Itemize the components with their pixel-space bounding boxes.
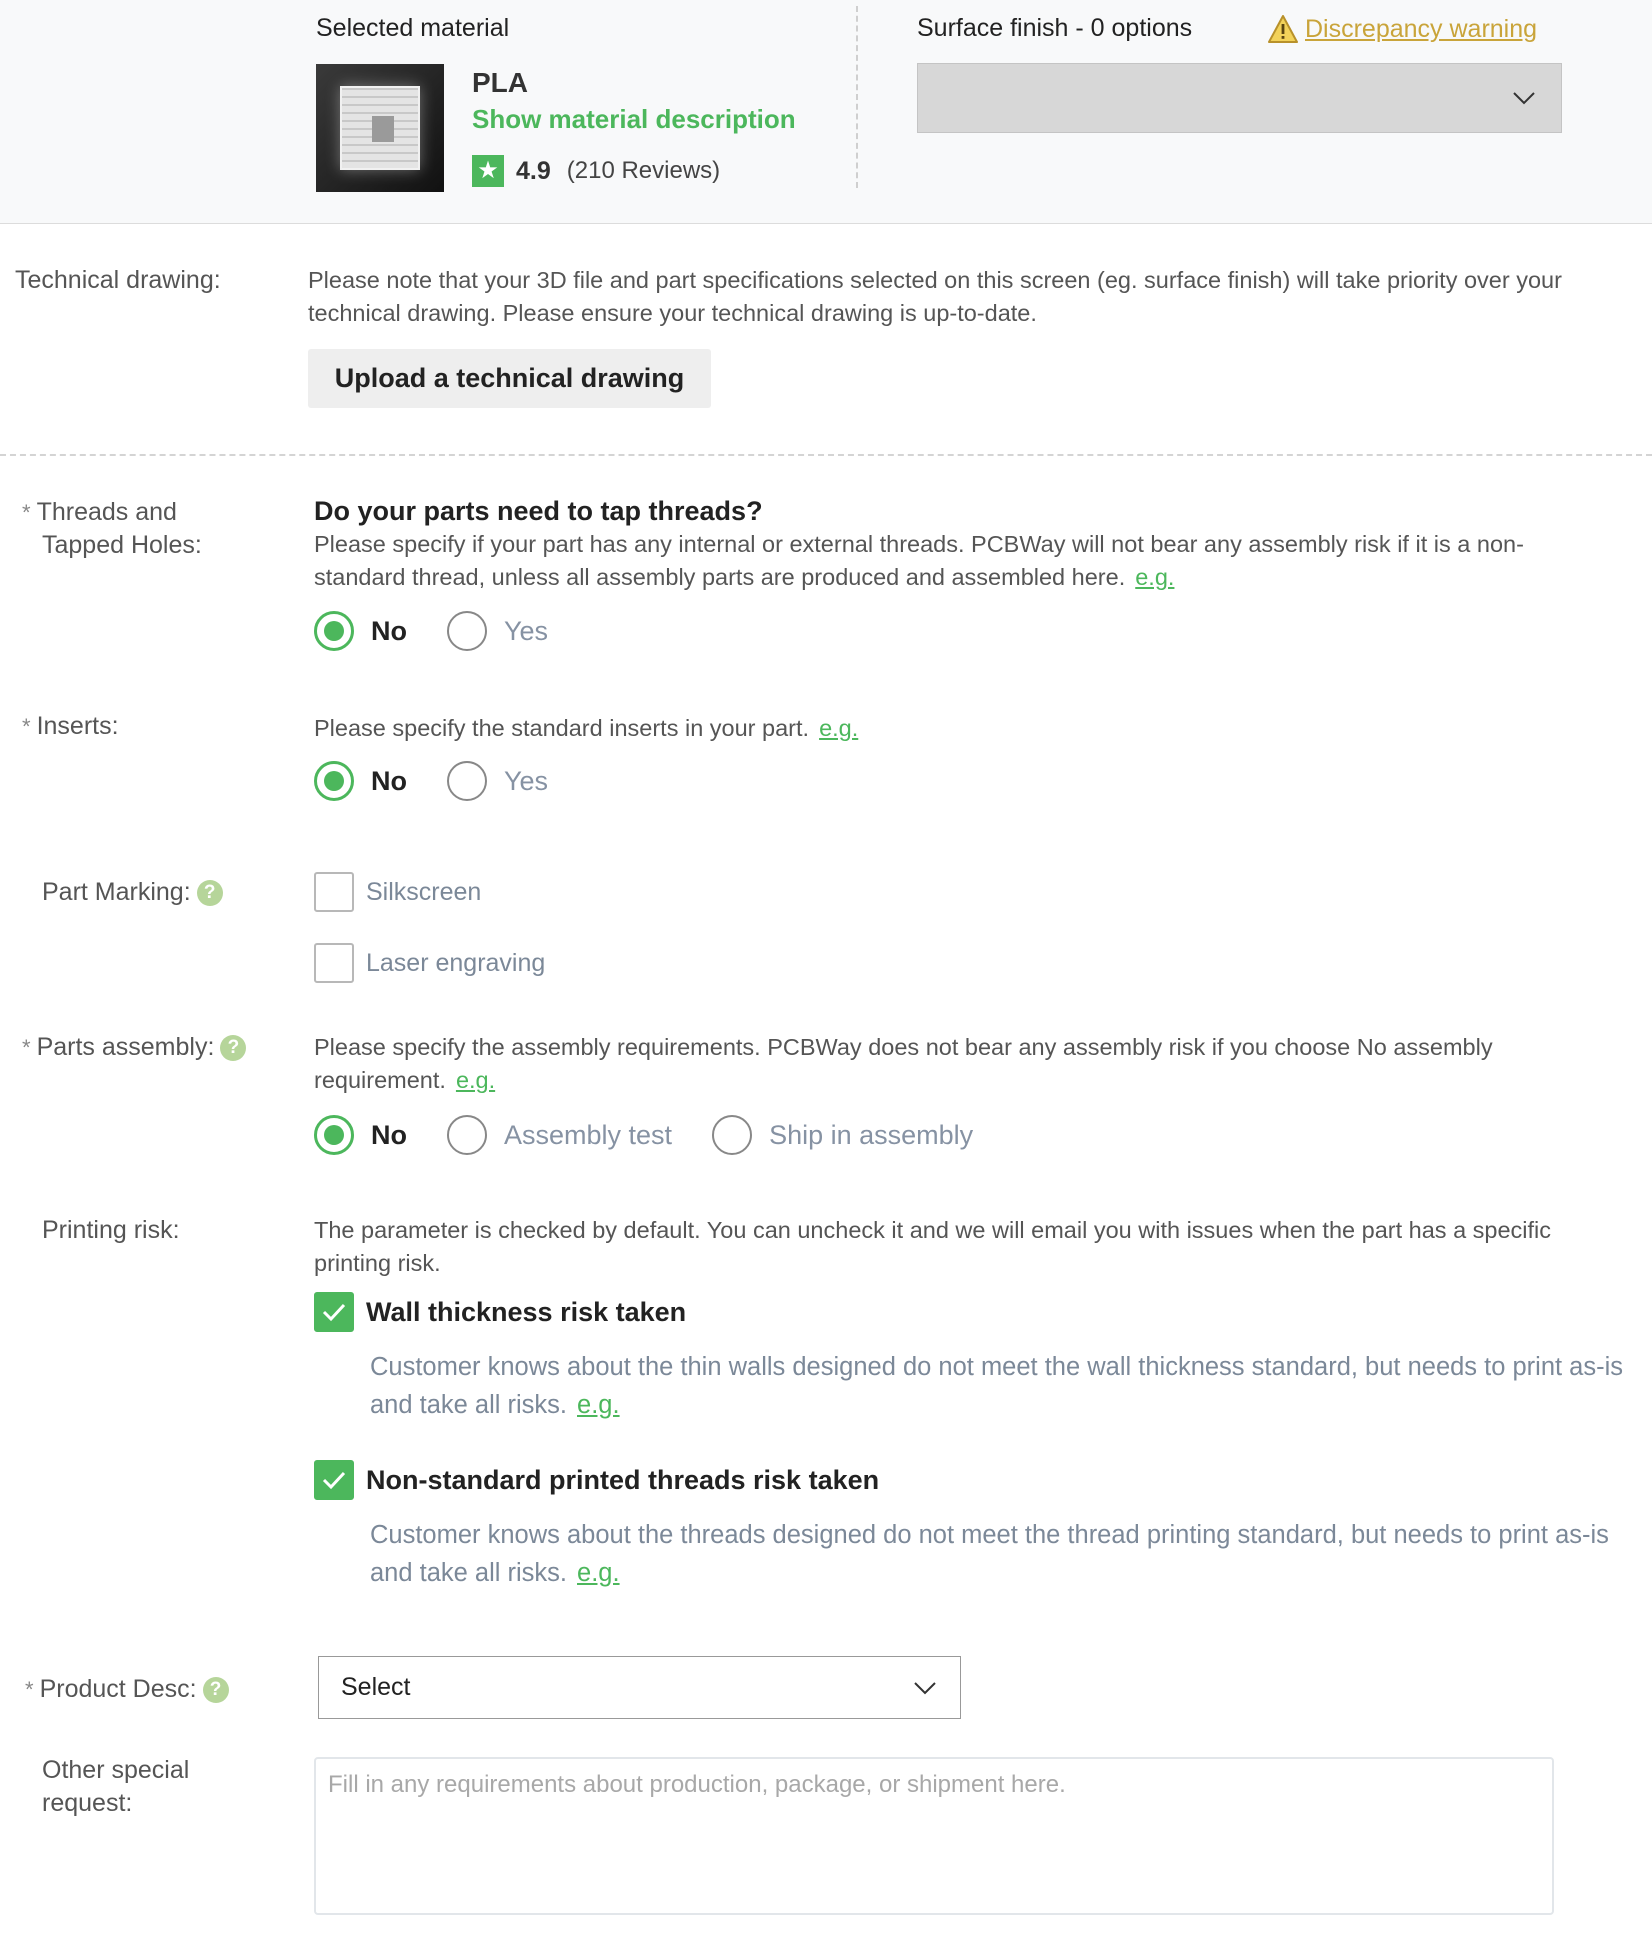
product-desc-label: * Product Desc: ? [25, 1673, 229, 1706]
wall-thickness-example-link[interactable]: e.g. [577, 1391, 620, 1419]
required-asterisk: * [22, 500, 31, 525]
threads-no-radio[interactable]: No [314, 611, 407, 651]
printing-risk-label: Printing risk: [42, 1216, 180, 1244]
threads-question: Do your parts need to tap threads? [314, 496, 763, 526]
material-thumbnail [316, 64, 444, 192]
product-desc-select-value: Select [341, 1673, 411, 1701]
silkscreen-checkbox[interactable]: Silkscreen [314, 872, 481, 912]
technical-drawing-label: Technical drawing: [15, 266, 221, 294]
required-asterisk: * [22, 1035, 31, 1060]
threads-radio-group [314, 611, 588, 651]
required-asterisk: * [25, 1677, 34, 1702]
inserts-example-link[interactable]: e.g. [819, 715, 859, 741]
rating-reviews-count: (210 Reviews) [566, 157, 721, 184]
warning-triangle-icon [1267, 14, 1299, 44]
special-request-label: Other special request: [42, 1756, 190, 1817]
material-rating [472, 155, 720, 187]
printing-risk-note: The parameter is checked by default. You can uncheck it and we will email you with issues when the part has a specific printing risk. [314, 1217, 1552, 1276]
show-material-description-link[interactable]: Show material description [472, 104, 796, 134]
threads-label: * Threads and Tapped Holes: [22, 498, 202, 559]
threads-risk-example-link[interactable]: e.g. [577, 1559, 620, 1587]
parts-assembly-example-link[interactable]: e.g. [455, 1067, 496, 1093]
discrepancy-warning-link[interactable]: Discrepancy warning [1305, 14, 1538, 43]
section-divider [0, 454, 1652, 456]
inserts-label: * Inserts: [22, 712, 119, 740]
parts-assembly-radio-group [314, 1115, 1013, 1155]
surface-finish-label: Surface finish - 0 options [917, 14, 1193, 42]
ship-in-assembly-radio[interactable]: Ship in assembly [712, 1115, 973, 1155]
vertical-divider [856, 6, 858, 188]
product-desc-select[interactable] [318, 1656, 961, 1719]
inserts-note: Please specify the standard inserts in your part. e.g. [314, 715, 859, 741]
wall-thickness-risk-description: Customer knows about the thin walls designed do not meet the wall thickness standard, but needs to print as-is and take all risks. e.g. [370, 1353, 1624, 1419]
star-icon: ★ [472, 155, 504, 187]
threads-risk-checkbox[interactable]: Non-standard printed threads risk taken [314, 1460, 879, 1500]
help-icon[interactable]: ? [197, 880, 223, 906]
selected-material-label: Selected material [316, 14, 510, 42]
checkmark-icon [321, 1469, 347, 1491]
checkmark-icon [321, 1301, 347, 1323]
parts-assembly-note: Please specify the assembly requirements. PCBWay does not bear any assembly risk if you choose No assembly requirement. e.g. [314, 1034, 1493, 1093]
assembly-no-radio[interactable]: No [314, 1115, 407, 1155]
rating-value: 4.9 [516, 156, 551, 185]
special-request-textarea[interactable] [314, 1757, 1554, 1915]
material-name: PLA [472, 67, 528, 98]
discrepancy-warning[interactable] [1267, 14, 1537, 44]
chevron-down-icon [912, 1676, 938, 1700]
laser-engraving-checkbox[interactable]: Laser engraving [314, 943, 545, 983]
assembly-test-radio[interactable]: Assembly test [447, 1115, 672, 1155]
threads-yes-radio[interactable]: Yes [447, 611, 548, 651]
threads-note: Please specify if your part has any internal or external threads. PCBWay will not bear any assembly risk if it is a non-standard thread, unless all assembly parts are produced and assembled here. e.g. [314, 531, 1524, 590]
required-asterisk: * [22, 714, 31, 739]
parts-assembly-label: * Parts assembly: ? [22, 1031, 246, 1064]
inserts-radio-group [314, 761, 588, 801]
inserts-yes-radio[interactable]: Yes [447, 761, 548, 801]
surface-finish-select[interactable] [917, 63, 1562, 133]
threads-risk-description: Customer knows about the threads designed do not meet the thread printing standard, but needs to print as-is and take all risks. e.g. [370, 1521, 1609, 1587]
chevron-down-icon [1511, 86, 1537, 110]
help-icon[interactable]: ? [220, 1035, 246, 1061]
upload-technical-drawing-button[interactable]: Upload a technical drawing [308, 349, 711, 408]
help-icon[interactable]: ? [203, 1677, 229, 1703]
inserts-no-radio[interactable]: No [314, 761, 407, 801]
threads-example-link[interactable]: e.g. [1135, 564, 1175, 590]
material-panel [0, 0, 1652, 224]
wall-thickness-risk-checkbox[interactable]: Wall thickness risk taken [314, 1292, 686, 1332]
part-marking-label: Part Marking: ? [42, 876, 223, 909]
technical-drawing-note: Please note that your 3D file and part specifications selected on this screen (eg. surface finish) will take priority over your technical drawing. Please ensure your technical drawing is up-to-date. [308, 267, 1562, 326]
